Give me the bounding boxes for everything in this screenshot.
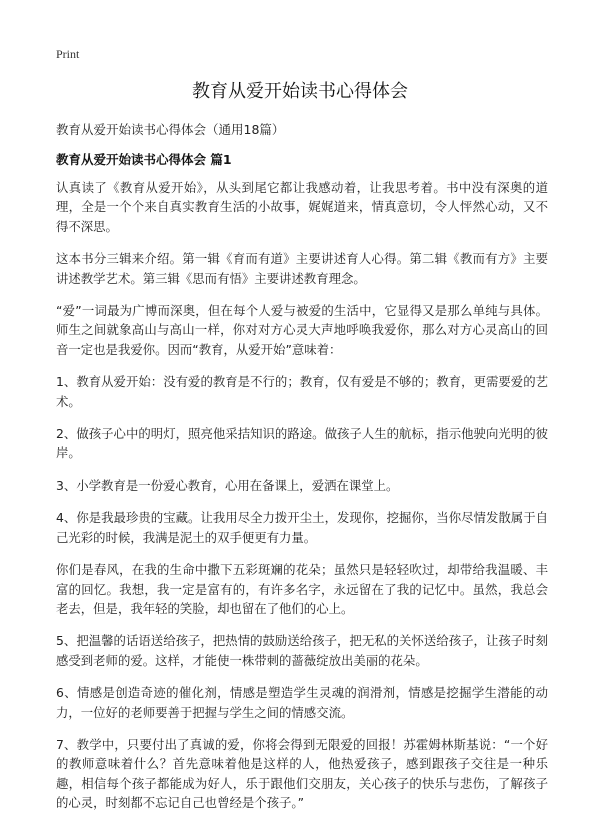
- paragraph-structure: 这本书分三辑来介绍。第一辑《育而有道》主要讲述育人心得。第二辑《教而有方》主要讲述教学艺术。第三辑《思而有悟》主要讲述教育理念。: [56, 251, 548, 286]
- paragraph-point-7: 7、教学中，只要付出了真诚的爱，你将会得到无限爱的回报！苏霍姆林斯基说：“一个好的教师意味着什么？首先意味着他是这样的人，他热爱孩子，感到跟孩子交往是一种乐趣，相信每个孩子都能成为好人，乐于跟他们交朋友，关心孩子的快乐与悲伤，了解孩子的心灵，时刻都不忘记自己也曾经是个孩子。”: [56, 736, 548, 811]
- print-link[interactable]: Print: [56, 47, 80, 61]
- paragraph-point-2: 2、做孩子心中的明灯，照亮他采拮知识的路途。做孩子人生的航标，指示他驶向光明的彼岸。: [56, 426, 548, 461]
- section-heading: 教育从爱开始读书心得体会 篇1: [56, 152, 232, 167]
- paragraph-spring-wind: 你们是春风，在我的生命中撒下五彩斑斓的花朵；虽然只是轻轻吹过，却带给我温暖、丰富的回忆。我想，我一定是富有的，有许多名字，永远留在了我的记忆中。虽然，我总会老去，但是，我年轻的笑脸，却也留在了他们的心上。: [56, 562, 548, 616]
- paragraph-point-6: 6、情感是创造奇迹的催化剂，情感是塑造学生灵魂的润滑剂，情感是挖掘学生潜能的动力，一位好的老师要善于把握与学生之间的情感交流。: [56, 685, 548, 720]
- page-title: 教育从爱开始读书心得体会: [192, 81, 408, 102]
- paragraph-intro: 认真读了《教育从爱开始》，从头到尾它都让我感动着，让我思考着。书中没有深奥的道理，全是一个个来自真实教育生活的小故事，娓娓道来，情真意切，令人怦然心动，又不得不深思。: [56, 180, 548, 234]
- paragraph-point-1: 1、教育从爱开始：没有爱的教育是不行的；教育，仅有爱是不够的；教育，更需要爱的艺术。: [56, 374, 548, 409]
- document-subtitle: 教育从爱开始读书心得体会（通用18篇）: [56, 122, 285, 137]
- paragraph-point-5: 5、把温馨的话语送给孩子，把热情的鼓励送给孩子，把无私的关怀送给孩子，让孩子时刻感受到老师的爱。这样，才能使一株带刺的蔷薇绽放出美丽的花朵。: [56, 633, 548, 668]
- paragraph-point-3: 3、小学教育是一份爱心教育，心用在备课上，爱洒在课堂上。: [56, 477, 399, 493]
- article-body: [56, 178, 548, 826]
- paragraph-point-4: 4、你是我最珍贵的宝藏。让我用尽全力拨开尘土，发现你，挖掘你，当你尽情发散属于自己光彩的时候，我满是泥土的双手便更有力量。: [56, 510, 548, 545]
- paragraph-love: “爱”一词最为广博而深奥，但在每个人爱与被爱的生活中，它显得又是那么单纯与具体。师生之间就象高山与高山一样，你对对方心灵大声地呼唤我爱你，那么对方心灵高山的回音一定也是我爱你。因而“教育，从爱开始”意味着：: [56, 303, 548, 357]
